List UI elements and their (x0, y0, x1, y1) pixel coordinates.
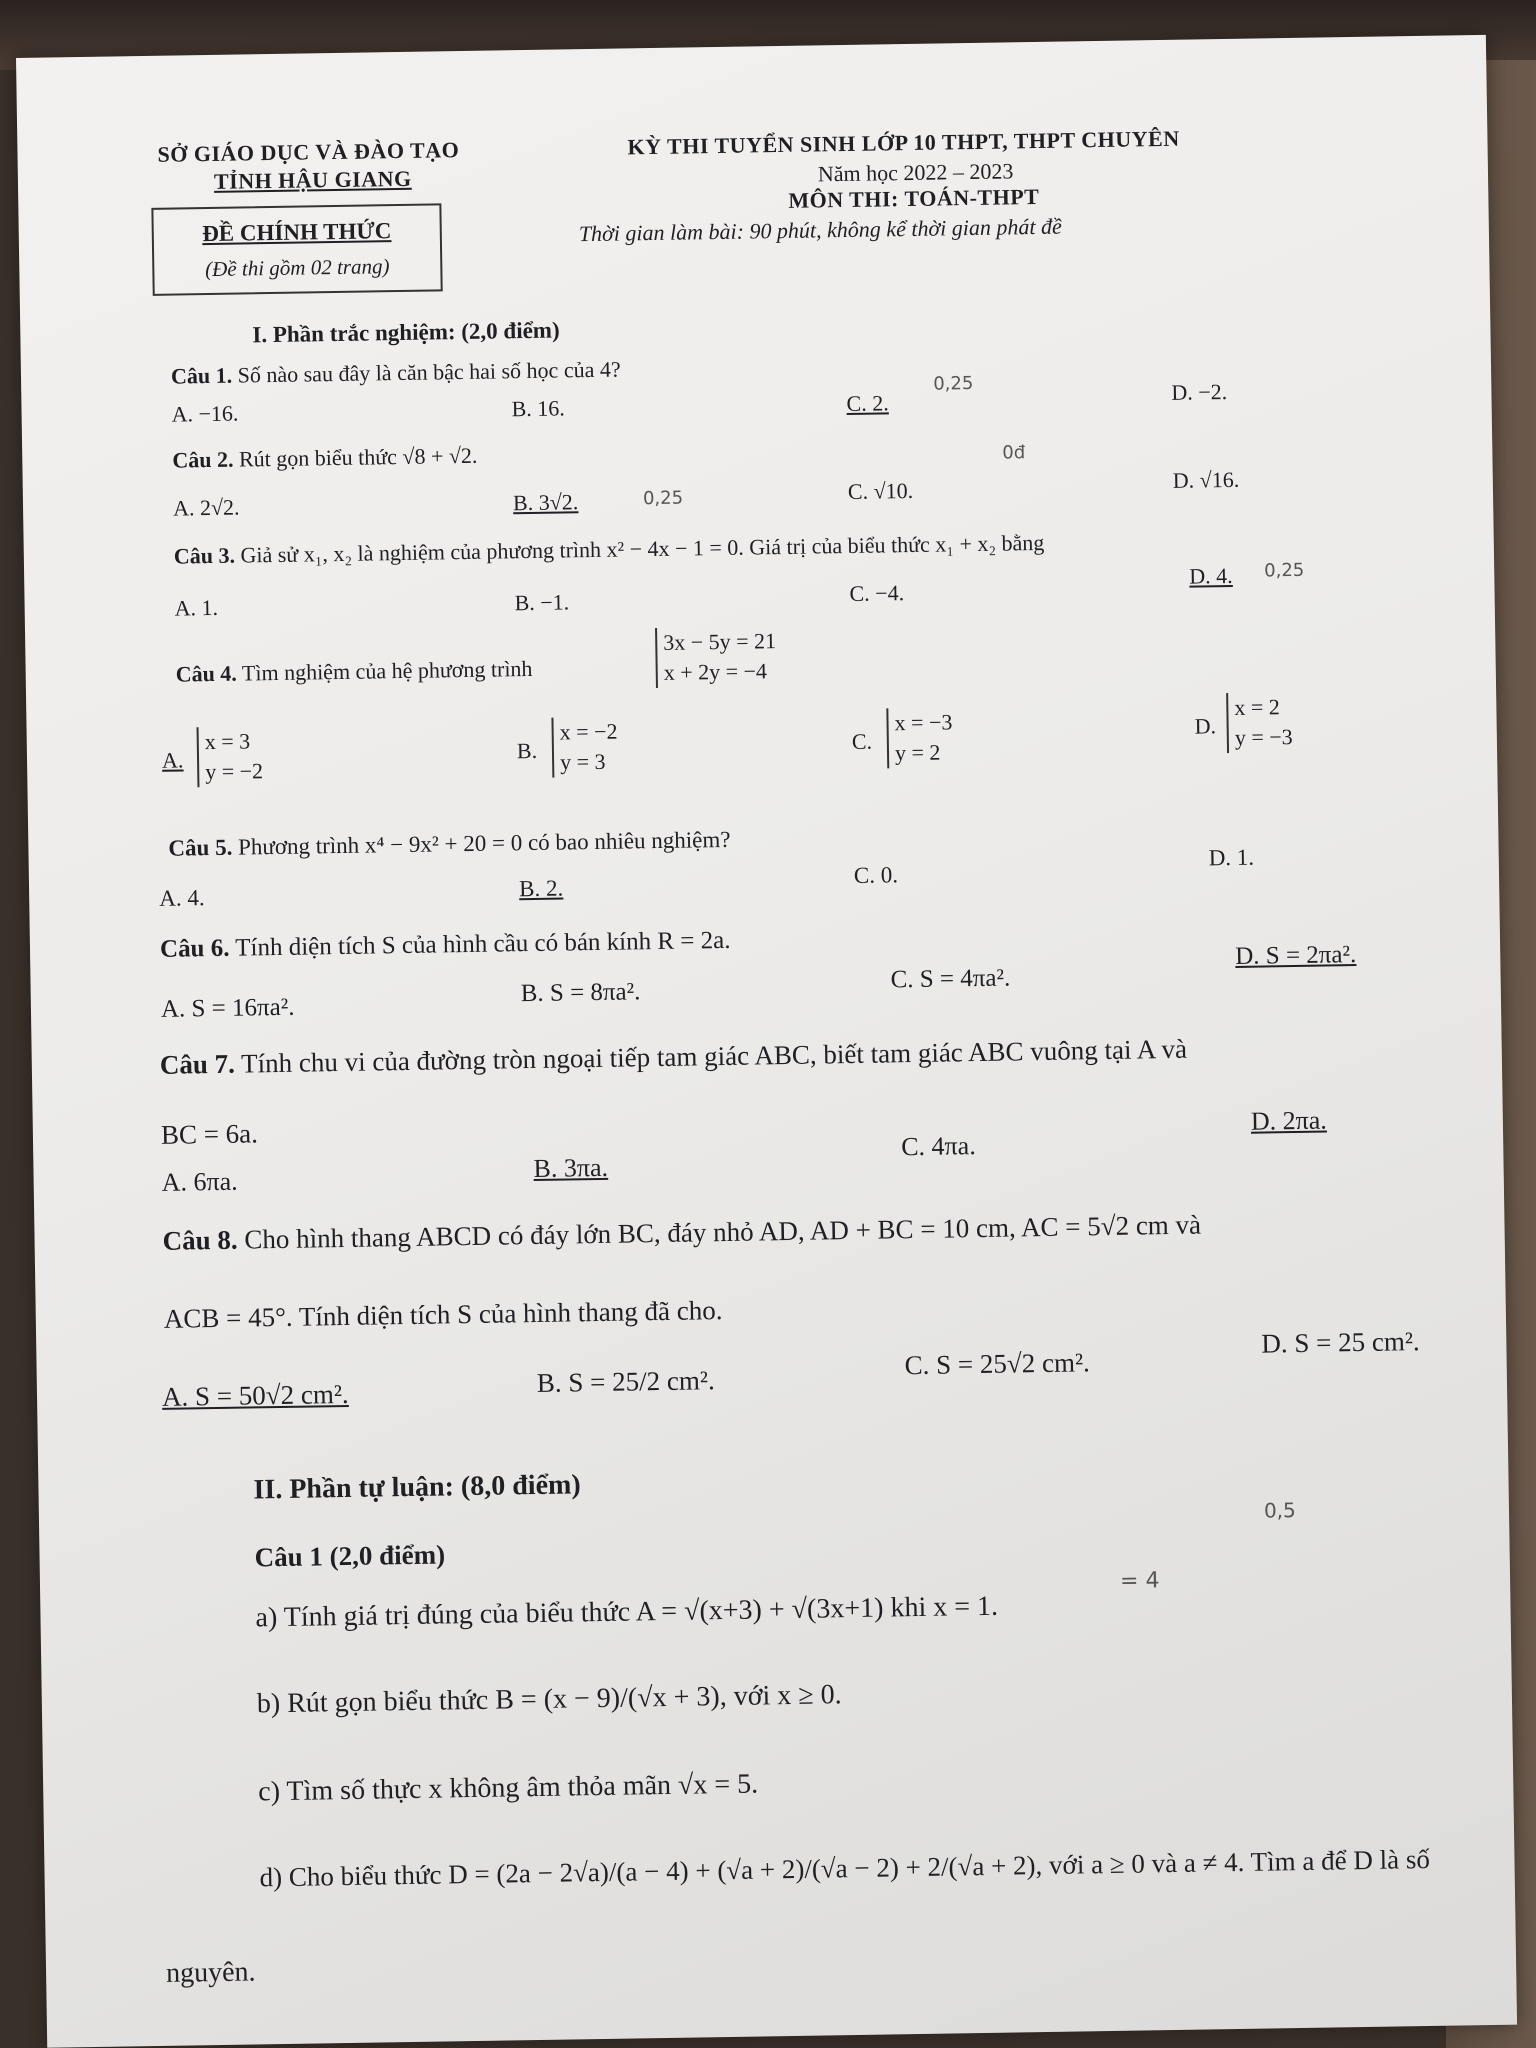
q1-option-a: A. −16. (171, 400, 239, 427)
subject-line: MÔN THI: TOÁN-THPT (788, 183, 1040, 213)
q8-option-c: C. S = 25√2 cm². (904, 1347, 1091, 1381)
q4-eq2: x + 2y = −4 (663, 658, 768, 685)
question-6 (160, 927, 731, 964)
q4-option-b (551, 717, 618, 778)
question-7 (160, 1034, 1188, 1081)
q4-eq1: 3x − 5y = 21 (663, 628, 777, 655)
handwritten-score: 0,25 (933, 373, 974, 395)
q8-option-b: B. S = 25/2 cm². (536, 1365, 715, 1398)
q6-option-b: B. S = 8πa². (520, 978, 641, 1008)
school-year: Năm học 2022 – 2023 (817, 158, 1014, 187)
q5-option-a: A. 4. (159, 885, 205, 911)
q3-option-c: C. −4. (849, 580, 905, 606)
question-3 (174, 530, 1045, 570)
q4-d-line2: y = −3 (1234, 724, 1293, 750)
exam-paper (16, 35, 1517, 2048)
handwritten-score: 0đ (1002, 442, 1026, 464)
q4-option-a (197, 726, 264, 787)
q4-option-a-letter: A. (161, 747, 184, 773)
part2-title: II. Phần tự luận: (8,0 điểm) (253, 1469, 581, 1506)
q4-b-line1: x = −2 (559, 718, 618, 745)
q2-text: Rút gọn biểu thức √8 + √2. (238, 442, 478, 472)
q8-text-cont: ACB = 45°. Tính diện tích S của hình thang đã cho. (163, 1295, 723, 1334)
official-label: ĐỀ CHÍNH THỨC (202, 218, 392, 247)
question-1 (171, 357, 621, 390)
q5-text: Phương trình x⁴ − 9x² + 20 = 0 có bao nhiêu nghiệm? (237, 826, 731, 860)
q3-option-d: D. 4. (1189, 562, 1233, 589)
dept-line2: TỈNH HẬU GIANG (213, 165, 412, 194)
part1-title: I. Phần trắc nghiệm: (2,0 điểm) (252, 317, 560, 348)
q3-option-a: A. 1. (174, 594, 219, 621)
handwritten-score: 0,25 (642, 487, 684, 510)
q4-option-c-letter: C. (851, 728, 873, 754)
part2-item-b: b) Rút gọn biểu thức B = (x − 9)/(√x + 3), với x ≥ 0. (256, 1679, 842, 1720)
question-4 (176, 656, 533, 688)
q4-a-line1: x = 3 (204, 728, 251, 755)
q4-c-line2: y = 2 (894, 739, 941, 766)
q4-system (655, 626, 777, 688)
part2-item-a: a) Tính giá trị đúng của biểu thức A = √(x+3) + √(3x+1) khi x = 1. (255, 1590, 999, 1634)
q5-option-b: B. 2. (518, 875, 564, 902)
q2-option-d: D. √16. (1172, 466, 1240, 493)
q4-c-line1: x = −3 (894, 709, 953, 736)
q1-option-b: B. 16. (511, 395, 565, 422)
q2-option-c: C. √10. (847, 477, 914, 504)
q6-option-a: A. S = 16πa². (160, 993, 295, 1023)
official-box (151, 203, 442, 296)
handwritten-answer: = 4 (1119, 1568, 1160, 1594)
q2-label: Câu 2. (172, 446, 234, 473)
q1-option-d: D. −2. (1171, 379, 1228, 405)
q7-option-b: B. 3πa. (533, 1152, 609, 1184)
q4-label: Câu 4. (175, 660, 238, 687)
q4-option-b-letter: B. (516, 737, 538, 764)
q3-label: Câu 3. (173, 542, 236, 569)
question-8 (162, 1210, 1201, 1257)
q5-option-d: D. 1. (1208, 844, 1255, 871)
q7-option-d: D. 2πa. (1250, 1105, 1328, 1136)
question-5 (168, 827, 730, 862)
q6-option-d: D. S = 2πa². (1235, 941, 1357, 970)
q2-option-b: B. 3√2. (512, 489, 579, 516)
time-line: Thời gian làm bài: 90 phút, không kể thời gian phát đề (578, 213, 1062, 247)
pages-label: (Đề thi gồm 02 trang) (204, 254, 390, 282)
q5-label: Câu 5. (168, 834, 233, 861)
question-2 (172, 443, 478, 474)
handwritten-score: 0,5 (1263, 1498, 1296, 1523)
part2-item-d: d) Cho biểu thức D = (2a − 2√a)/(a − 4) + (√a + 2)/(√a − 2) + 2/(√a + 2), với a ≥ 0 và a ≠ 4. Tìm a để D là số (259, 1844, 1431, 1893)
q7-text: Tính chu vi của đường tròn ngoại tiếp tam giác ABC, biết tam giác ABC vuông tại A và (240, 1033, 1188, 1079)
q3-option-b: B. −1. (514, 589, 570, 616)
q4-d-line1: x = 2 (1234, 694, 1280, 720)
q4-b-line2: y = 3 (559, 748, 606, 775)
q8-text: Cho hình thang ABCD có đáy lớn BC, đáy nhỏ AD, AD + BC = 10 cm, AC = 5√2 cm và (244, 1209, 1202, 1255)
part2-item-d-cont: nguyên. (165, 1956, 256, 1989)
q6-text: Tính diện tích S của hình cầu có bán kính R = 2a. (235, 926, 731, 962)
q4-option-c (886, 707, 953, 768)
q4-option-d-letter: D. (1194, 713, 1217, 739)
q2-option-a: A. 2√2. (172, 494, 240, 521)
part2-c1-title: Câu 1 (2,0 điểm) (254, 1539, 446, 1573)
q6-label: Câu 6. (159, 934, 230, 963)
q4-option-d (1226, 692, 1293, 753)
q1-option-c: C. 2. (846, 390, 889, 416)
q8-label: Câu 8. (162, 1224, 238, 1256)
q7-option-c: C. 4πa. (900, 1131, 976, 1162)
q6-option-c: C. S = 4πa². (890, 964, 1011, 994)
part2-item-c: c) Tìm số thực x không âm thỏa mãn √x = 5. (258, 1768, 759, 1808)
q8-option-a: A. S = 50√2 cm². (161, 1378, 349, 1412)
q1-text: Số nào sau đây là căn bậc hai số học của 4? (237, 356, 621, 388)
q7-text-cont: BC = 6a. (160, 1118, 259, 1150)
q7-option-a: A. 6πa. (161, 1166, 238, 1197)
q4-text: Tìm nghiệm của hệ phương trình (241, 655, 533, 686)
dept-line1: SỞ GIÁO DỤC VÀ ĐÀO TẠO (157, 137, 460, 167)
q5-option-c: C. 0. (853, 862, 899, 888)
q4-a-line2: y = −2 (205, 758, 264, 785)
q8-option-d: D. S = 25 cm². (1261, 1326, 1420, 1359)
handwritten-score: 0,25 (1264, 559, 1305, 582)
q3-text: Giả sử x₁, x₂ là nghiệm của phương trình x² − 4x − 1 = 0. Giá trị của biểu thức x₁ + x₂ bằng (240, 529, 1045, 568)
q1-label: Câu 1. (170, 362, 233, 389)
q7-label: Câu 7. (159, 1048, 236, 1080)
exam-title: KỲ THI TUYỂN SINH LỚP 10 THPT, THPT CHUYÊN (627, 125, 1180, 160)
